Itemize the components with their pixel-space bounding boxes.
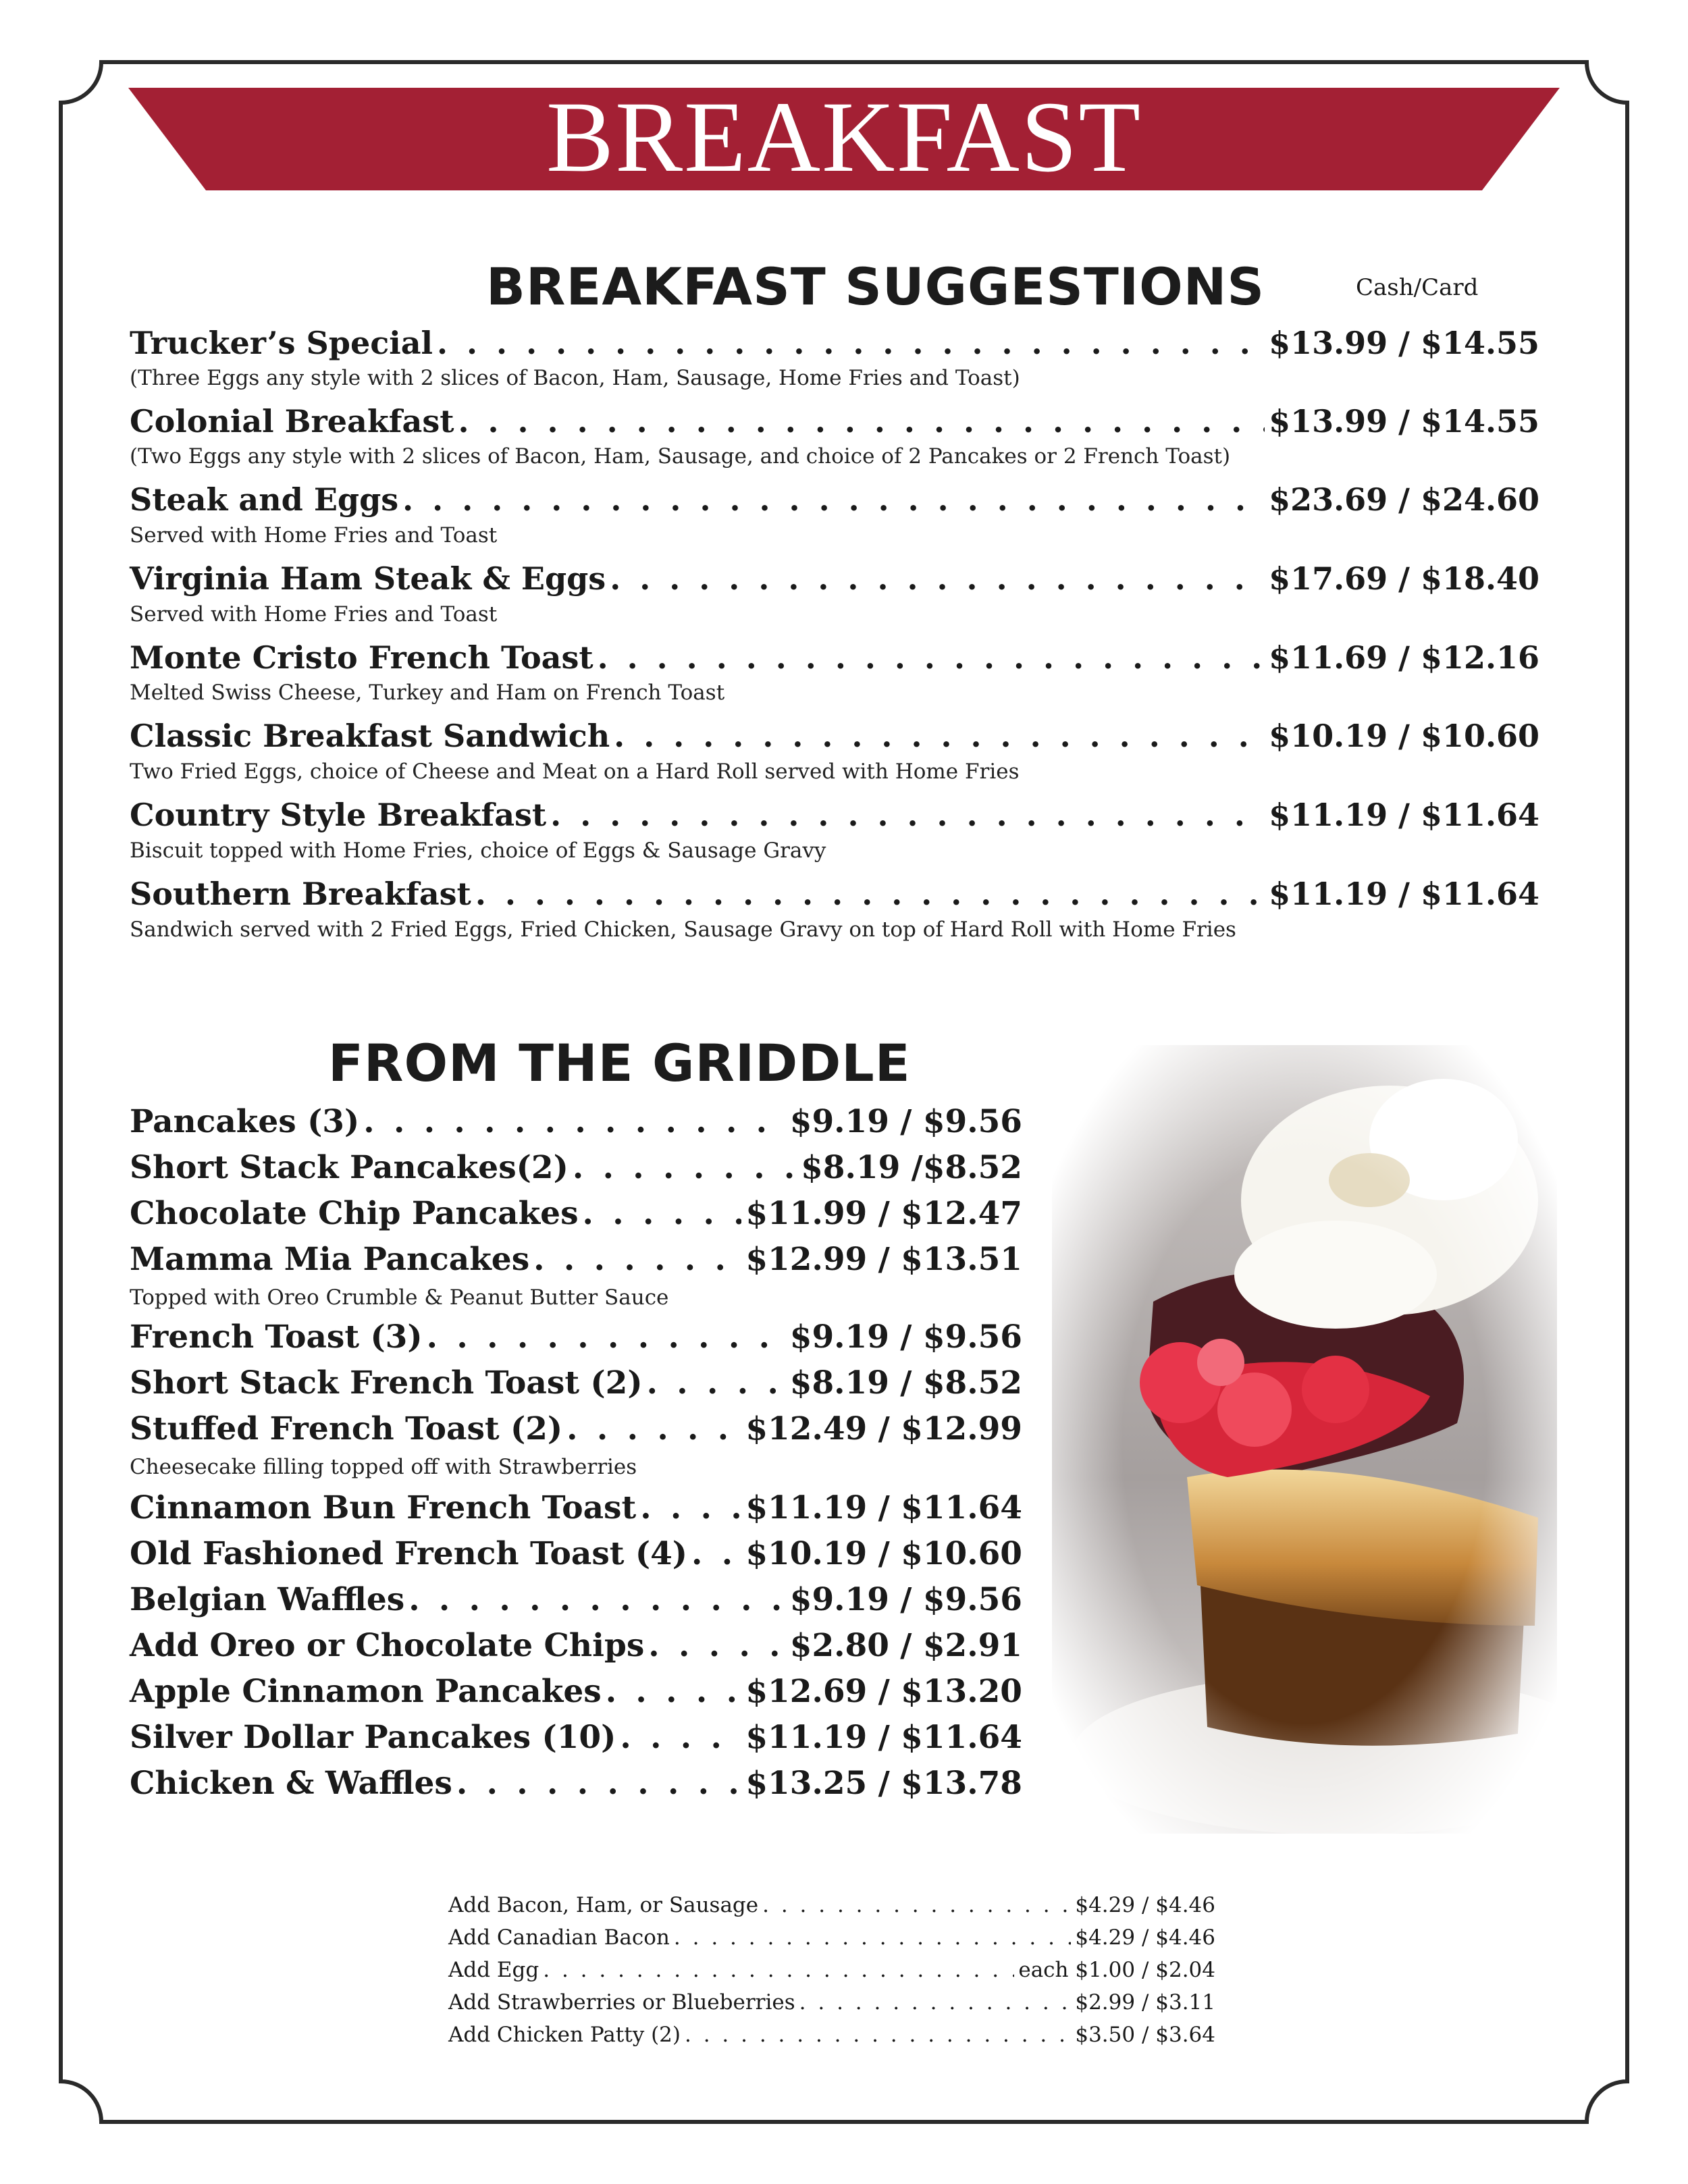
menu-item [130,1717,1022,1758]
menu-item [130,1240,1022,1280]
item-price: $2.80 / $2.91 [789,1627,1022,1664]
addon-item [448,1923,1215,1952]
item-price: $10.19 / $10.60 [745,1535,1022,1572]
item-price: $9.19 / $9.56 [789,1103,1022,1140]
addon-name: Add Canadian Bacon [448,1925,670,1950]
menu-item [130,1534,1022,1574]
item-description: Sandwich served with 2 Fried Eggs, Fried Chicken, Sausage Gravy on top of Hard Roll with Home Fries [130,917,1236,942]
item-name: Pancakes (3) [130,1103,360,1140]
item-name: Country Style Breakfast [130,797,547,833]
item-name: Colonial Breakfast [130,403,454,440]
menu-item [130,1102,1022,1142]
addon-price: $2.99 / $3.11 [1075,1990,1215,2015]
menu-item [130,795,1539,835]
item-name: Short Stack French Toast (2) [130,1364,643,1402]
item-price: $13.25 / $13.78 [745,1765,1022,1802]
menu-item [130,1363,1022,1404]
menu-item [130,1626,1022,1666]
menu-item [130,1488,1022,1528]
menu-item [130,1672,1022,1712]
item-name: Short Stack Pancakes(2) [130,1149,569,1186]
menu-item [130,479,1539,520]
item-price: $11.19 / $11.64 [745,1489,1022,1526]
menu-item [130,323,1539,363]
menu-item [130,1148,1022,1188]
item-name: Stuffed French Toast (2) [130,1410,563,1447]
addon-item [448,1955,1215,1985]
addon-item [448,2020,1215,2050]
addon-price: $4.29 / $4.46 [1075,1925,1215,1950]
menu-item [130,1763,1022,1804]
item-description: Two Fried Eggs, choice of Cheese and Meat on a Hard Roll served with Home Fries [130,760,1020,784]
addon-price: $4.29 / $4.46 [1075,1893,1215,1917]
item-description: Topped with Oreo Crumble & Peanut Butter Sauce [130,1285,669,1310]
item-price: $11.69 / $12.16 [1269,639,1539,676]
addon-price: $3.50 / $3.64 [1075,2023,1215,2047]
suggestions-title: BREAKFAST SUGGESTIONS [486,257,1265,317]
item-price: $11.19 / $11.64 [745,1719,1022,1756]
french-toast-photo [1052,1045,1557,1834]
addon-name: Add Strawberries or Blueberries [448,1990,795,2015]
item-price: $13.99 / $14.55 [1269,403,1539,440]
addon-name: Add Egg [448,1958,539,1982]
item-name: Silver Dollar Pancakes (10) [130,1719,616,1756]
item-name: Belgian Waffles [130,1581,405,1618]
addon-item [448,1890,1215,1920]
item-description: (Three Eggs any style with 2 slices of Bacon, Ham, Sausage, Home Fries and Toast) [130,366,1020,390]
menu-item [130,401,1539,442]
price-column-header: Cash/Card [1356,274,1479,301]
item-name: Trucker’s Special [130,325,433,361]
item-description: Cheesecake filling topped off with Strawberries [130,1455,637,1479]
item-name: Mamma Mia Pancakes [130,1241,530,1278]
page-title: BREAKFAST [546,81,1142,193]
menu-item [130,1194,1022,1234]
item-price: $12.49 / $12.99 [745,1410,1022,1447]
item-description: Biscuit topped with Home Fries, choice of Eggs & Sausage Gravy [130,838,826,863]
item-name: Virginia Ham Steak & Eggs [130,560,606,597]
addon-price: each $1.00 / $2.04 [1018,1958,1215,1982]
item-price: $10.19 / $10.60 [1269,718,1539,754]
addon-item [448,1988,1215,2017]
item-price: $23.69 / $24.60 [1269,481,1539,518]
item-name: Old Fashioned French Toast (4) [130,1535,688,1572]
addon-name: Add Chicken Patty (2) [448,2023,681,2047]
addon-name: Add Bacon, Ham, or Sausage [448,1893,759,1917]
item-name: Chocolate Chip Pancakes [130,1195,579,1232]
item-description: Served with Home Fries and Toast [130,602,498,627]
item-name: Add Oreo or Chocolate Chips [130,1627,645,1664]
item-name: Monte Cristo French Toast [130,639,594,676]
item-price: $12.99 / $13.51 [745,1241,1022,1278]
item-price: $11.99 / $12.47 [745,1195,1022,1232]
menu-item [130,558,1539,599]
item-name: Apple Cinnamon Pancakes [130,1673,602,1710]
item-price: $11.19 / $11.64 [1269,876,1539,912]
item-price: $8.19 / $8.52 [789,1364,1022,1402]
item-description: Melted Swiss Cheese, Turkey and Ham on French Toast [130,681,725,705]
item-price: $12.69 / $13.20 [745,1673,1022,1710]
item-price: $9.19 / $9.56 [789,1319,1022,1356]
item-price: $13.99 / $14.55 [1269,325,1539,361]
item-price: $8.19 /$8.52 [801,1149,1022,1186]
menu-item [130,716,1539,756]
menu-item [130,1409,1022,1449]
item-name: Classic Breakfast Sandwich [130,718,610,754]
item-price: $17.69 / $18.40 [1269,560,1539,597]
item-description: (Two Eggs any style with 2 slices of Bacon, Ham, Sausage, and choice of 2 Pancakes or 2 French Toast) [130,444,1231,469]
item-name: Southern Breakfast [130,876,471,912]
griddle-title: FROM THE GRIDDLE [328,1033,911,1093]
menu-item [130,1317,1022,1358]
item-price: $9.19 / $9.56 [789,1581,1022,1618]
menu-item [130,637,1539,678]
item-name: Cinnamon Bun French Toast [130,1489,637,1526]
menu-item [130,1580,1022,1620]
menu-item [130,874,1539,914]
item-description: Served with Home Fries and Toast [130,523,498,548]
item-name: French Toast (3) [130,1319,423,1356]
item-name: Chicken & Waffles [130,1765,452,1802]
item-price: $11.19 / $11.64 [1269,797,1539,833]
item-name: Steak and Eggs [130,481,399,518]
